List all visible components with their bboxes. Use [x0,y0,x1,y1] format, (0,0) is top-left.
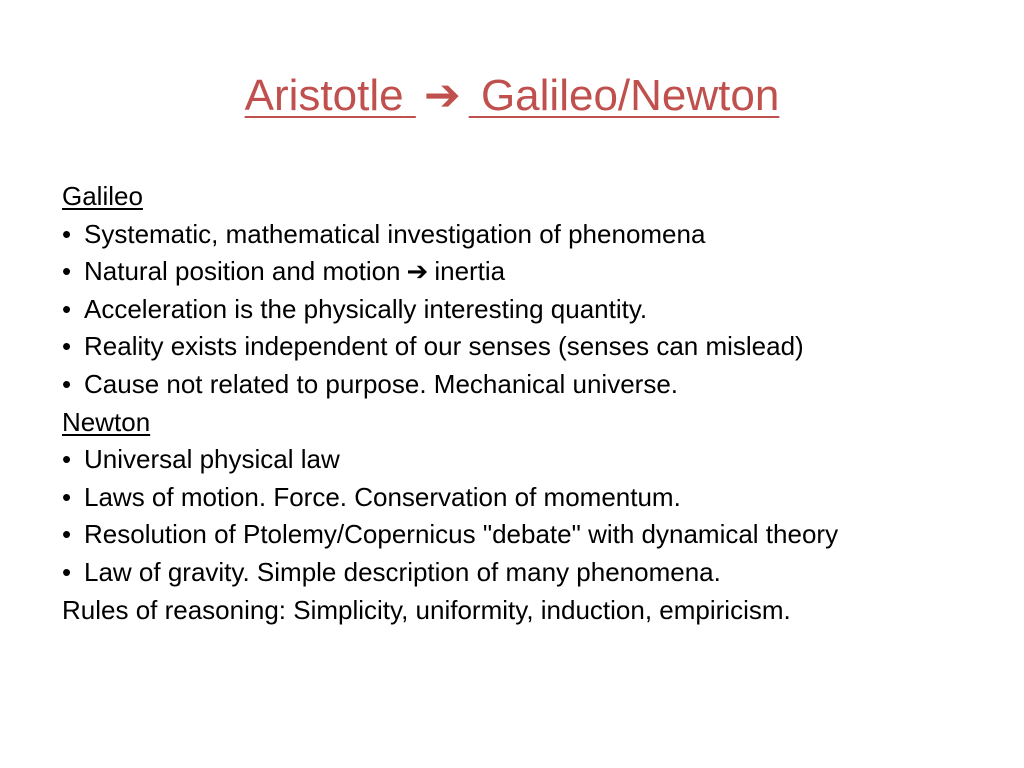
right-arrow-icon: ➔ [406,256,429,287]
slide-title [245,66,780,126]
title-container [0,66,1024,126]
bullet-icon: • [62,331,72,362]
bullet-icon: • [62,556,72,587]
list-item [62,253,982,291]
closing-line: Rules of reasoning: Simplicity, uniformity, induction, empiricism. [62,594,791,625]
list-item [62,441,982,479]
list-item-text: Resolution of Ptolemy/Copernicus "debate" with dynamical theory [84,519,839,550]
bullet-icon: • [62,218,72,249]
list-item [62,291,982,329]
bullet-icon: • [62,519,72,550]
list-item [62,554,982,592]
title-left: Aristotle [244,71,404,120]
list-item [62,479,982,517]
list-item-text: Cause not related to purpose. Mechanical universe. [84,368,679,399]
list-item-text: Acceleration is the physically interesting quantity. [84,293,648,324]
slide-body [62,178,982,629]
list-item [62,216,982,254]
list-item [62,366,982,404]
bullet-icon: • [62,256,72,287]
galileo-heading: Galileo [62,181,143,211]
bullet-icon: • [62,293,72,324]
title-right: Galileo/Newton [480,71,780,120]
list-item-text: Reality exists independent of our senses (senses can mislead) [84,331,804,362]
newton-heading: Newton [62,406,151,437]
list-item-text: Systematic, mathematical investigation of phenomena [84,218,706,249]
right-arrow-icon: ➔ [423,71,461,120]
list-item-text: Universal physical law [84,444,340,475]
bullet-icon: • [62,444,72,475]
list-item-text: Laws of motion. Force. Conservation of momentum. [84,481,681,512]
list-item [62,516,982,554]
list-item-text: Law of gravity. Simple description of many phenomena. [84,556,721,587]
list-item [62,328,982,366]
list-item-text: Natural position and motion [84,256,401,287]
bullet-icon: • [62,481,72,512]
list-item-text-tail: inertia [434,256,506,287]
bullet-icon: • [62,368,72,399]
